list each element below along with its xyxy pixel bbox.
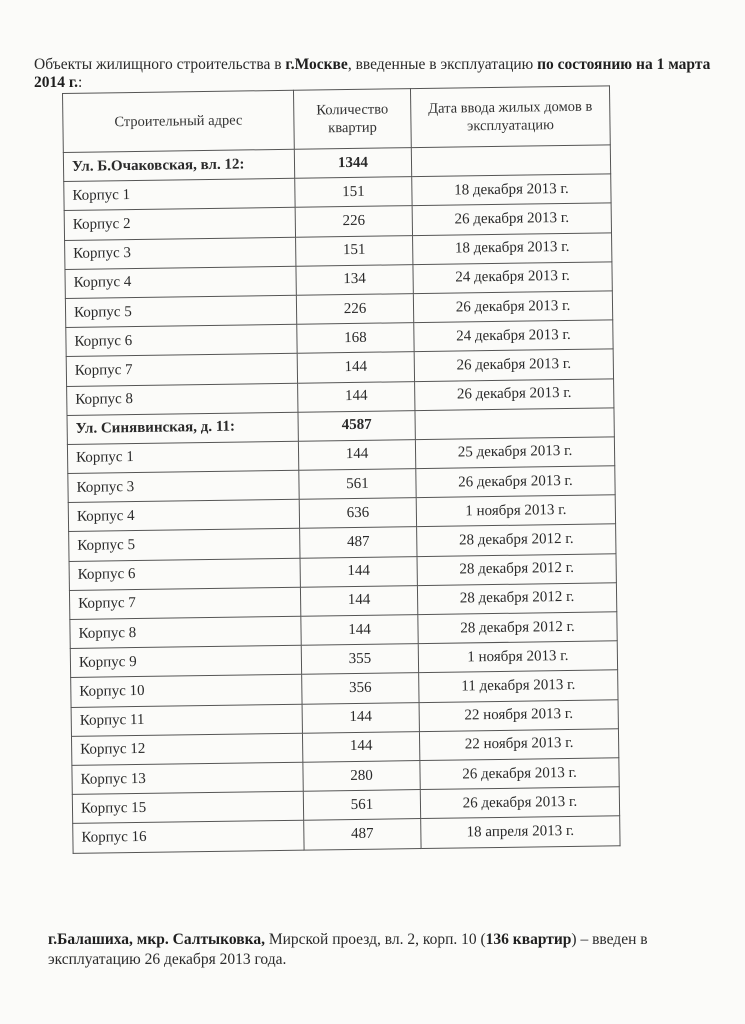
building-cell: Корпус 16 xyxy=(73,821,304,853)
building-cell: Корпус 1 xyxy=(64,178,295,210)
date-cell: 22 ноября 2013 г. xyxy=(419,699,618,731)
apartments-cell: 226 xyxy=(295,206,412,237)
building-cell: Корпус 7 xyxy=(69,587,300,619)
building-cell: Корпус 3 xyxy=(65,237,296,269)
housing-table-wrapper xyxy=(62,85,621,853)
date-cell: 24 декабря 2013 г. xyxy=(413,262,612,294)
date-cell: 26 декабря 2013 г. xyxy=(420,758,619,790)
title-text: : xyxy=(78,74,83,91)
date-cell: 26 декабря 2013 г. xyxy=(413,291,612,323)
apartments-cell: 487 xyxy=(304,819,421,850)
group-empty xyxy=(411,145,610,177)
building-cell: Корпус 9 xyxy=(70,645,301,677)
building-cell: Корпус 4 xyxy=(68,499,299,531)
building-cell: Корпус 5 xyxy=(65,295,296,327)
apartments-cell: 144 xyxy=(298,439,415,470)
group-empty xyxy=(415,408,614,440)
building-cell: Корпус 2 xyxy=(64,208,295,240)
date-cell: 28 декабря 2012 г. xyxy=(417,553,616,585)
date-cell: 26 декабря 2013 г. xyxy=(414,349,613,381)
header-address: Строительный адрес xyxy=(63,90,295,152)
footer-text: Мирской проезд, вл. 2, корп. 10 ( xyxy=(264,931,486,948)
title-city: г.Москве xyxy=(285,56,348,73)
building-cell: Корпус 11 xyxy=(71,704,302,736)
apartments-cell: 561 xyxy=(299,469,416,500)
title-date: по состоянию на 1 марта 2014 г. xyxy=(34,56,711,91)
date-cell: 24 декабря 2013 г. xyxy=(414,320,613,352)
date-cell: 1 ноября 2013 г. xyxy=(418,641,617,673)
apartments-cell: 144 xyxy=(302,731,419,762)
document-title xyxy=(34,56,734,92)
apartments-cell: 144 xyxy=(301,615,418,646)
header-count: Количество квартир xyxy=(293,89,411,150)
group-total: 4587 xyxy=(298,410,415,441)
apartments-cell: 355 xyxy=(301,644,418,675)
apartments-cell: 636 xyxy=(299,498,416,529)
footer-text: ) – введен в эксплуатацию 26 декабря 2013 года. xyxy=(48,931,648,968)
apartments-cell: 144 xyxy=(297,352,414,383)
building-cell: Корпус 15 xyxy=(72,791,303,823)
group-address: Ул. Б.Очаковская, вл. 12: xyxy=(63,149,294,181)
building-cell: Корпус 6 xyxy=(66,324,297,356)
apartments-cell: 151 xyxy=(295,177,412,208)
date-cell: 25 декабря 2013 г. xyxy=(415,437,614,469)
table-row xyxy=(73,816,620,853)
table-header-row xyxy=(63,86,611,153)
date-cell: 26 декабря 2013 г. xyxy=(415,378,614,410)
group-total: 1344 xyxy=(294,148,411,179)
date-cell: 18 декабря 2013 г. xyxy=(412,174,611,206)
building-cell: Корпус 3 xyxy=(68,470,299,502)
apartments-cell: 144 xyxy=(302,702,419,733)
building-cell: Корпус 7 xyxy=(66,354,297,386)
footer-note xyxy=(48,930,738,970)
header-date: Дата ввода жилых домов в эксплуатацию xyxy=(410,86,610,148)
building-cell: Корпус 12 xyxy=(71,733,302,765)
apartments-cell: 561 xyxy=(303,790,420,821)
date-cell: 28 декабря 2012 г. xyxy=(417,583,616,615)
date-cell: 28 декабря 2012 г. xyxy=(417,524,616,556)
date-cell: 26 декабря 2013 г. xyxy=(412,203,611,235)
footer-count: 136 квартир xyxy=(485,931,572,948)
building-cell: Корпус 6 xyxy=(69,558,300,590)
date-cell: 18 апреля 2013 г. xyxy=(421,816,620,848)
building-cell: Корпус 10 xyxy=(71,675,302,707)
apartments-cell: 226 xyxy=(296,294,413,325)
apartments-cell: 144 xyxy=(298,381,415,412)
housing-table xyxy=(62,85,621,853)
building-cell: Корпус 4 xyxy=(65,266,296,298)
apartments-cell: 356 xyxy=(302,673,419,704)
footer-place: г.Балашиха, мкр. Салтыковка, xyxy=(48,931,265,948)
title-text: Объекты жилищного строительства в xyxy=(34,56,286,73)
building-cell: Корпус 1 xyxy=(67,441,298,473)
group-address: Ул. Синявинская, д. 11: xyxy=(67,412,298,444)
date-cell: 28 декабря 2012 г. xyxy=(418,612,617,644)
title-text: , введенные в эксплуатацию xyxy=(347,56,538,73)
apartments-cell: 280 xyxy=(303,761,420,792)
apartments-cell: 168 xyxy=(297,323,414,354)
date-cell: 18 декабря 2013 г. xyxy=(413,232,612,264)
date-cell: 26 декабря 2013 г. xyxy=(420,787,619,819)
apartments-cell: 151 xyxy=(296,235,413,266)
apartments-cell: 144 xyxy=(300,556,417,587)
apartments-cell: 134 xyxy=(296,264,413,295)
apartments-cell: 144 xyxy=(300,585,417,616)
apartments-cell: 487 xyxy=(300,527,417,558)
date-cell: 22 ноября 2013 г. xyxy=(419,729,618,761)
date-cell: 11 декабря 2013 г. xyxy=(419,670,618,702)
building-cell: Корпус 8 xyxy=(67,383,298,415)
building-cell: Корпус 5 xyxy=(69,529,300,561)
building-cell: Корпус 8 xyxy=(70,616,301,648)
date-cell: 1 ноября 2013 г. xyxy=(416,495,615,527)
date-cell: 26 декабря 2013 г. xyxy=(416,466,615,498)
building-cell: Корпус 13 xyxy=(72,762,303,794)
